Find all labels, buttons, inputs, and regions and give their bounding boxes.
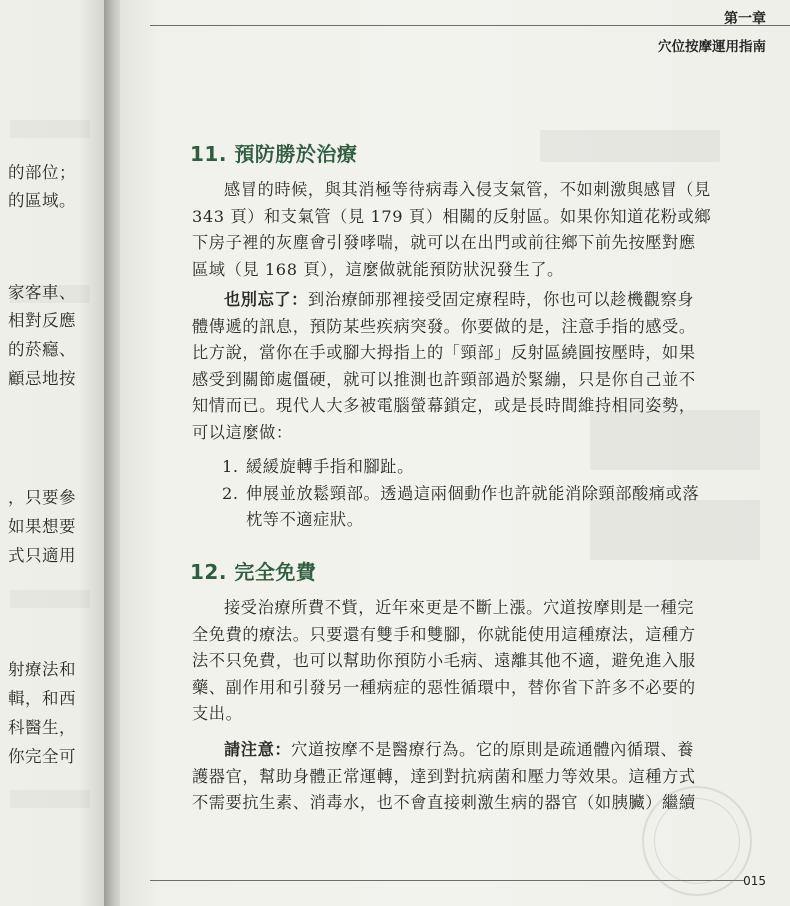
text-line: 可以這麼做：	[192, 422, 293, 442]
list-text: 枕等不適症狀。	[246, 510, 364, 529]
bleed-through-text	[540, 130, 720, 162]
text-line: 護器官，幫助身體正常運轉，達到對抗病菌和壓力等效果。這種方式	[192, 766, 696, 786]
list-text: 緩緩旋轉手指和腳趾。	[246, 457, 414, 476]
text-line: 區域（見 168 頁），這麼做就能預防狀況發生了。	[192, 259, 564, 279]
left-page-fragment: 你完全可	[8, 747, 76, 766]
text-line: 感冒的時候，與其消極等待病毒入侵支氣管，不如刺激與感冒（見	[224, 180, 711, 199]
list-item	[222, 454, 742, 481]
left-page-fragment: 輯，和西	[8, 689, 76, 708]
section-heading: 12. 完全免費	[190, 560, 317, 584]
list-number: 2.	[222, 483, 239, 503]
left-page-fragment: 的部位；	[8, 163, 76, 182]
text-line: 感受到關節處僵硬，就可以推測也許頸部過於緊繃，只是你自己並不	[192, 369, 696, 389]
chapter-subtitle: 穴位按摩運用指南	[658, 39, 766, 55]
page-number: 015	[743, 874, 766, 888]
header-rule	[150, 25, 790, 26]
text-line: 343 頁）和支氣管（見 179 頁）相關的反射區。如果你知道花粉或鄉	[192, 206, 712, 226]
bleed-through-text	[10, 790, 90, 808]
left-page-fragment: 科醫生，	[8, 718, 76, 737]
text-line: 體傳遞的訊息，預防某些疾病突發。你要做的是，注意手指的感受。	[192, 316, 696, 336]
paragraph	[192, 737, 722, 817]
text-line: 全免費的療法。只要還有雙手和雙腳，你就能使用這種療法，這種方	[192, 624, 696, 644]
text-line: 藥、副作用和引發另一種病症的惡性循環中，替你省下許多不必要的	[192, 677, 696, 697]
text-line: 接受治療所費不貲，近年來更是不斷上漲。穴道按摩則是一種完	[224, 598, 695, 617]
numbered-list	[222, 454, 742, 534]
bleed-through-text	[10, 590, 90, 608]
footer-rule	[150, 880, 745, 881]
list-text: 伸展並放鬆頸部。透過這兩個動作也許就能消除頸部酸痛或落	[246, 483, 700, 503]
text-line: 支出。	[192, 704, 243, 723]
paragraph	[192, 177, 722, 283]
text-line: 不需要抗生素、消毒水，也不會直接刺激生病的器官（如胰臟）繼續	[192, 793, 696, 812]
text-line: 比方說，當你在手或腳大拇指上的「頸部」反射區繞圓按壓時，如果	[192, 343, 696, 362]
chapter-label: 第一章	[724, 11, 766, 27]
left-page-strip	[0, 0, 112, 906]
left-page-fragment: 的菸癮、	[8, 340, 76, 359]
paragraph-lead: 也別忘了：	[224, 290, 308, 309]
right-page	[120, 0, 790, 906]
paragraph	[192, 287, 722, 446]
text-line: 知情而已。現代人大多被電腦螢幕鎖定，或是長時間維持相同姿勢，	[192, 396, 696, 415]
list-number: 1.	[222, 457, 239, 476]
text-line: 穴道按摩不是醫療行為。它的原則是疏通體內循環、養	[291, 740, 695, 759]
section-heading: 11. 預防勝於治療	[190, 142, 358, 166]
list-item	[222, 481, 742, 508]
left-page-fragment: 家客車、	[8, 283, 76, 302]
bleed-through-text	[10, 120, 90, 138]
paragraph-lead: 請注意：	[224, 740, 292, 759]
text-line: 下房子裡的灰塵會引發哮喘，就可以在出門或前往鄉下前先按壓對應	[192, 233, 696, 252]
left-page-fragment: 式只適用	[8, 546, 76, 565]
text-line: 法不只免費，也可以幫助你預防小毛病、遠離其他不適，避免進入服	[192, 651, 696, 670]
left-page-fragment: 射療法和	[8, 660, 76, 679]
left-page-fragment: 顧忌地按	[8, 369, 76, 388]
watermark-stamp	[642, 786, 752, 896]
left-page-fragment: 的區域。	[8, 191, 76, 210]
paragraph	[192, 595, 722, 728]
left-page-fragment: 如果想要	[8, 517, 76, 536]
text-line: 到治療師那裡接受固定療程時，你也可以趁機觀察身	[307, 290, 695, 309]
left-page-fragment: ，只要參	[8, 488, 76, 507]
left-page-fragment: 相對反應	[8, 311, 76, 330]
